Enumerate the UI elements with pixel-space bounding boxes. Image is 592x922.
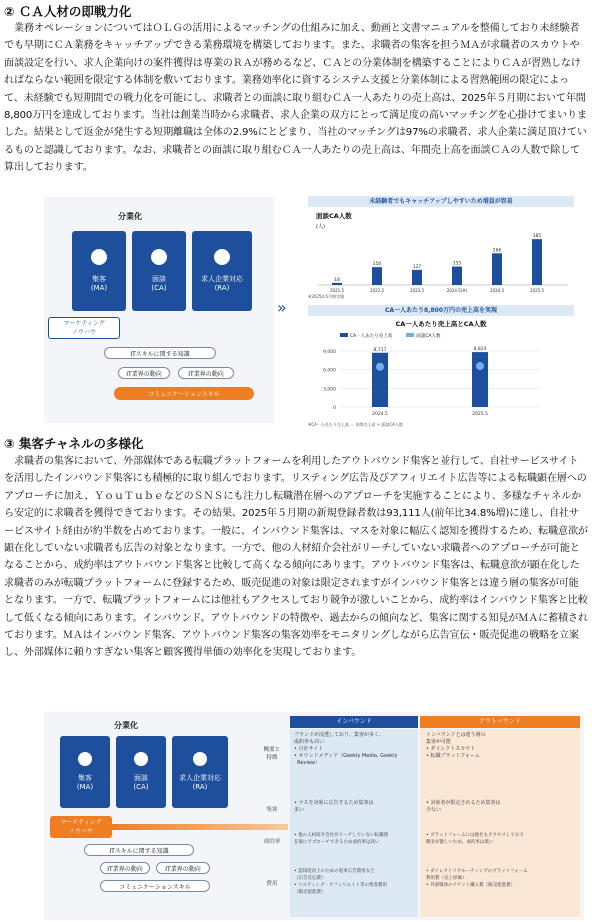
figure-title: 分業化 <box>114 721 138 730</box>
legend-item <box>340 333 392 339</box>
chart2-banner: CA一人あたり8,800万円の売上高を実現 <box>308 305 574 316</box>
tick-label: 2025.5 <box>530 288 544 293</box>
section-title: ③ 集客チャネルの多様化 <box>4 436 144 451</box>
marketing-knowhow-box: マーケティング ノウハウ <box>48 317 120 339</box>
it-skill-pill: ITスキルに関する知識 <box>84 844 194 856</box>
role-ca-card <box>116 736 166 808</box>
person-icon <box>193 752 207 766</box>
chart1-banner: 未経験者でもキャッチアップしやすいため増員が容易 <box>308 196 574 207</box>
role-ma-card <box>72 231 126 311</box>
tick-label: 0 <box>333 406 336 411</box>
role-name: 集客 <box>92 275 106 283</box>
data-label: 266 <box>492 248 502 254</box>
tick-label: 9,000 <box>323 350 336 355</box>
role-ra-card <box>192 231 252 311</box>
tick-label: 2022.5 <box>370 288 384 293</box>
bar <box>372 267 382 285</box>
chart1-note: ※2025年5月期実績 <box>308 294 345 299</box>
person-icon <box>151 249 167 265</box>
tick-label: 2024.5 <box>490 288 504 293</box>
ca-count-marker <box>376 363 384 371</box>
arrow-icon: » <box>277 298 287 317</box>
section-title: ② ＣＡ人材の即戦力化 <box>4 4 132 19</box>
trend-pill: IT業界の動向 <box>178 367 234 379</box>
tick-label: 2024.5 <box>372 412 388 417</box>
data-label: 385 <box>532 234 542 240</box>
chart2-note: ※CA一人あたり売上高 ＝ 年間売上高 ÷ 面談CA人数 <box>308 422 403 427</box>
data-label: 8,717 <box>373 347 387 353</box>
role-name: 面談 <box>152 275 166 283</box>
trend-pill: IT業界の動向 <box>118 367 170 379</box>
figure-title: 分業化 <box>118 212 142 221</box>
tick-label: 2021.5 <box>330 288 344 293</box>
charts-figure <box>300 193 582 429</box>
table-cell: • プラットフォームには他社もアクセスしており 競争が激しいため、成約率は低い <box>426 833 524 845</box>
chart2-title: CA一人あたり売上高とCA人数 <box>395 320 487 328</box>
data-label: 127 <box>412 264 422 270</box>
role-abbr: (MA) <box>76 783 94 791</box>
table-cell: インバウンドとは違う層の 集客が可能 • ダイレクトスカウト • 転職プラットフォーム <box>426 732 486 759</box>
bar <box>332 283 342 285</box>
bar <box>372 353 388 407</box>
sales-per-ca-chart <box>310 341 574 421</box>
data-label: 18 <box>334 277 340 283</box>
person-icon <box>214 249 230 265</box>
row-label: 成約率 <box>263 839 281 845</box>
data-label: 8,824 <box>473 347 487 353</box>
role-abbr: (RA) <box>214 284 230 292</box>
outbound-header: アウトバウンド <box>420 716 580 728</box>
data-label: 150 <box>372 262 382 268</box>
role-abbr: (CA) <box>151 284 167 292</box>
tick-label: 3,000 <box>323 387 336 393</box>
role-abbr: (MA) <box>90 284 108 292</box>
row-label: 集客 <box>266 807 278 813</box>
role-name: 面談 <box>134 774 148 782</box>
inbound-header: インバウンド <box>290 716 418 728</box>
arrow-icon <box>112 824 288 830</box>
table-cell: • 対象者が限定されるため集客は 少ない <box>426 800 501 813</box>
bar <box>412 270 422 285</box>
table-cell: • 他の人材紹介会社がリーチしていない転職潜 在層にアプローチできるため成約率は高い <box>294 833 389 845</box>
tick-label: 6,000 <box>323 368 336 374</box>
trend-pill: IT業界の動向 <box>156 862 210 874</box>
it-skill-pill: ITスキルに関する知識 <box>104 347 216 359</box>
chart1-title: 面談CA人数 <box>316 212 352 220</box>
paragraph: 業務オペレーションについてはＯＬＧの活用によるマッチングの仕組みに加え、動画と文書マニュアルを整備しており未経験者でも早期にＣＡ業務をキャッチアップできる業務環境を構築しております。また、求職者の集客を担うＭＡが求職者のスカウトや面談設定を行い、求人企業向けの案件獲得は専業のＲＡが務めるなど、ＣＡとの分業体制を構築することによりＣＡが習熟しなければならない範囲を限定する体制を敷いております。業務効率化に資するシステム支援と分業体制による習熟範囲の限定によって、未経験でも短期間での戦力化を可能にし、求職者との面談に取り組むＣＡ一人あたりの売上高は、2025年５月期において年間8,800万円を達成しております。当社は創業当時から求職者、求人企業の双方にとって満足度の高いマッチングを心掛けてまいりました。結果として返金が発生する短期離職は全体の2.9%にとどまり、当社のマッチングは97%の求職者、求人企業に満足頂けているものと認識しております。なお、求職者との面談に取り組むＣＡ一人あたりの売上高は、年間売上高を面談ＣＡの人数で除して算出しております。 <box>4 23 587 174</box>
row-label: 費用 <box>266 881 278 887</box>
role-abbr: (RA) <box>192 783 208 791</box>
role-name: 集客 <box>78 774 92 782</box>
row-label: 概要と 特徴 <box>263 747 281 761</box>
legend-item <box>406 333 440 339</box>
role-ca-card <box>132 231 186 311</box>
tick-label: 2024.5(※) <box>446 288 468 293</box>
communication-skill-pill: コミュニケーションスキル <box>114 387 254 400</box>
ca-headcount-chart <box>314 229 572 295</box>
legend-label: CA一人あたり売上高 <box>350 334 393 339</box>
bar <box>492 253 502 285</box>
data-label: 155 <box>452 261 462 267</box>
person-icon <box>78 752 92 766</box>
bar <box>532 239 542 285</box>
communication-skill-pill: コミュニケーションスキル <box>100 880 210 892</box>
person-icon <box>134 752 148 766</box>
bar <box>452 267 462 285</box>
ca-count-marker <box>476 362 484 370</box>
chart1-ylabel: (人) <box>316 224 325 230</box>
table-cell: • ダイレクトリクルーティングのプラットフォーム 利用費（売上原価） • 外部媒体のチケット購入費（販売促進費） <box>426 869 528 888</box>
marketing-knowhow-box: マーケティング ノウハウ <box>50 816 112 838</box>
bar <box>472 352 488 407</box>
role-abbr: (CA) <box>133 783 149 791</box>
table-cell: • 認知度向上のための電車広告費用など （広告宣伝費） • リスティング・アフィリエイト等の集客費用 （販売促進費） <box>294 869 388 895</box>
role-name: 求人企業対応 <box>179 774 221 782</box>
role-ma-card <box>60 736 110 808</box>
tick-label: 2023.5 <box>410 288 424 293</box>
paragraph: 求職者の集客において、外部媒体である転職プラットフォームを利用したアウトバウンド集客と並行して、自社サービスサイトを活用したインバウンド集客にも積極的に取り組んでおります。リスティング広告及びアフィリエイト広告等による転職顕在層へのアプローチに加え、ＹｏｕＴｕｂｅなどのＳＮＳにも注力し転職潜在層へのアプローチを実施することにより、多様なチャネルから安定的に求職者を獲得できております。その結果、2025年５月期の新規登録者数は93,111人(前年比34.8%増)に達し、自社サービスサイト経由が約半数を占めております。一般に、インバウンド集客は、マスを対象に幅広く認知を獲得するため、転職意欲が顕在化していない求職者も広告の対象となります。一方で、他の人材紹介会社がリーチしていない求職者へのアプローチが可能となることから、成約率はアウトバウンド集客と比較して高くなる傾向にあります。アウトバウンド集客は、転職意欲が顕在化した求職者のみが転職プラットフォームに登録するため、販売促進の対象は限定されますがインバウンド集客とは違う層の集客が可能となります。一方で、転職プラットフォームには他社もアクセスしており競争が激しいことから、成約率はインバウンド集客と比較して低くなる傾向にあります。インバウンド、アウトバウンドの特徴や、過去からの傾向など、集客に関する知見がＭＡに蓄積されております。ＭＡはインバウンド集客、アウトバウンド集客の集客効率をモニタリングしながら広告宣伝・販売促進の戦略を立案し、外部媒体に頼りすぎない集客と顧客獲得単価の効率化を実現しております。 <box>4 456 588 659</box>
tick-label: 2025.5 <box>472 412 488 417</box>
channels-figure <box>44 712 584 920</box>
division-of-labor-figure <box>44 197 274 423</box>
legend-label: 面談CA人数 <box>416 334 441 339</box>
table-cell: • マスを対象に広告するため集客は 多い <box>294 800 374 813</box>
role-ra-card <box>172 736 228 808</box>
trend-pill: IT業界の動向 <box>100 862 150 874</box>
chart2-legend <box>340 333 440 339</box>
table-cell: ブランドが浸透しており、集客が多く、 成約率も高い • 自社サイト • オウンドメディア（Geekly Media, Geekly Review） <box>294 732 398 766</box>
person-icon <box>91 249 107 265</box>
role-name: 求人企業対応 <box>201 275 243 283</box>
